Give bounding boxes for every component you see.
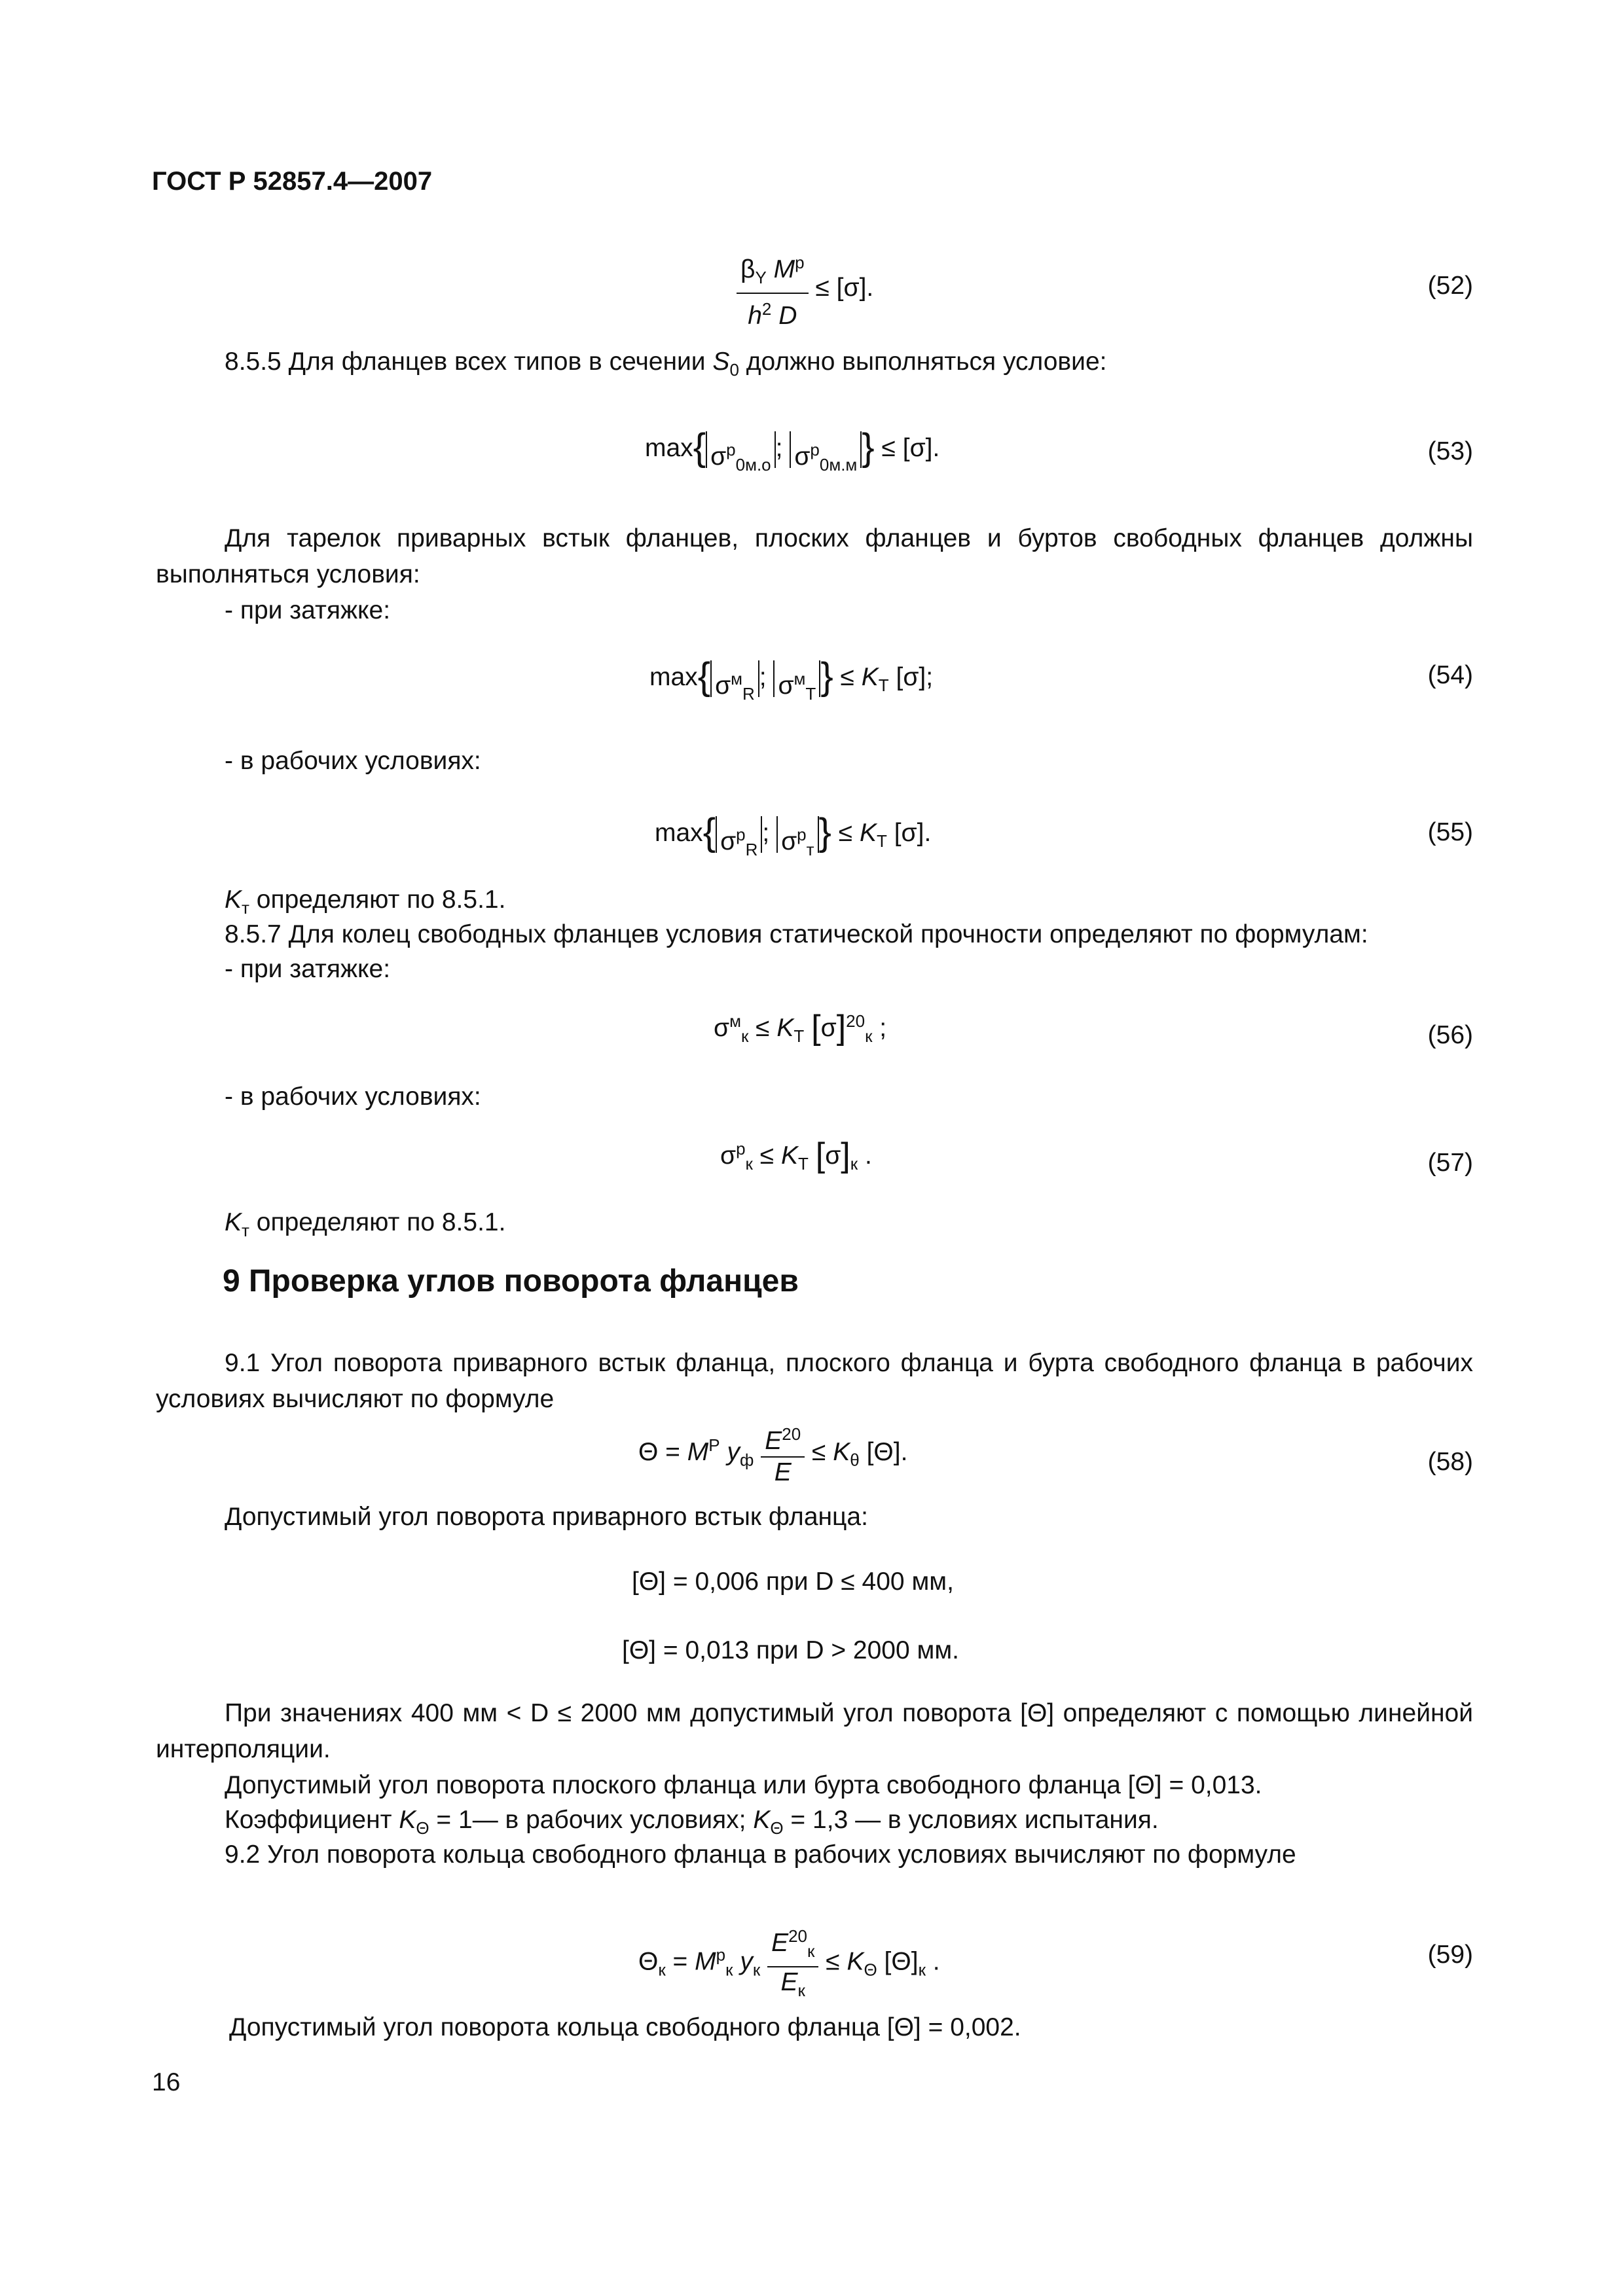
fraction: $\frac{\beta_Y M^p}{h^2 D}$ xyxy=(737,247,809,331)
paragraph: - в рабочих условиях: xyxy=(225,747,481,775)
formula-56: $\sigma^м_к \le K_T$ $[\sigma]^{20}_к$ ; xyxy=(714,1009,887,1047)
paragraph: Коэффициент $K_\Theta$ = 1— в рабочих условиях; $K_\Theta = 1,3$ — в условиях испытания. xyxy=(225,1806,1159,1838)
formula-58: $\Theta = M^P$ $y_ф$ $\frac{E^{20}}{E}$ ≤ $K_\theta$ [Θ]. xyxy=(638,1424,908,1486)
formula-52 xyxy=(737,247,873,331)
formula-53: max{ $\sigma^p_{0м.о}$; $\sigma^p_{0м.м}$ } ≤ [σ]. xyxy=(645,426,940,475)
paragraph: $K_т$ определяют по 8.5.1. xyxy=(225,1208,506,1240)
equation-number: (55) xyxy=(1427,818,1473,846)
paragraph: - при затяжке: xyxy=(225,955,391,983)
paragraph: - при затяжке: xyxy=(225,596,391,624)
equation-number: (53) xyxy=(1427,437,1473,465)
equation-number: (56) xyxy=(1427,1021,1473,1049)
paragraph: При значениях 400 мм < D ≤ 2000 мм допустимый угол поворота [Θ] определяют с помощью линейной интерполяции. xyxy=(156,1699,1473,1763)
equation-number: (58) xyxy=(1427,1448,1473,1476)
paragraph: $K_т$ определяют по 8.5.1. xyxy=(225,886,506,918)
equation-number: (54) xyxy=(1427,661,1473,689)
formula-59: $\Theta_к = M^p_к$ $y_к$ $\frac{E^{20}_к}{E_к}$ ≤ $K_\Theta$ $[\Theta]_к$ . xyxy=(638,1921,940,2005)
max-label: max xyxy=(645,434,693,462)
paragraph: 9.2 Угол поворота кольца свободного фланца в рабочих условиях вычисляют по формуле xyxy=(225,1840,1296,1869)
page-number: 16 xyxy=(152,2068,181,2096)
formula-rhs: ≤ [σ]. xyxy=(815,274,874,302)
equation-number: (59) xyxy=(1427,1941,1473,1969)
formula-57: $\sigma^p_к \le K_T$ $[\sigma]_к$ . xyxy=(720,1136,872,1174)
paragraph: Для тарелок приварных встык фланцев, плоских фланцев и буртов свободных фланцев должны выполняться условия: xyxy=(156,524,1473,588)
paragraph: - в рабочих условиях: xyxy=(225,1083,481,1111)
formula-theta-limit-2: [Θ] = 0,013 при D > 2000 мм. xyxy=(622,1636,959,1664)
paragraph: 8.5.5 Для фланцев всех типов в сечении $S_0$ должно выполняться условие: xyxy=(225,348,1107,380)
document-header: ГОСТ Р 52857.4—2007 xyxy=(152,167,433,196)
paragraph: Допустимый угол поворота плоского фланца или бурта свободного фланца [Θ] = 0,013. xyxy=(225,1771,1262,1799)
paragraph: Допустимый угол поворота кольца свободного фланца [Θ] = 0,002. xyxy=(229,2013,1021,2041)
paragraph: 9.1 Угол поворота приварного встык фланца, плоского фланца и бурта свободного фланца в рабочих условиях вычисляют по формуле xyxy=(156,1349,1473,1413)
section-title: 9 Проверка углов поворота фланцев xyxy=(223,1264,799,1299)
paragraph: 8.5.7 Для колец свободных фланцев условия статической прочности определяют по формулам: xyxy=(225,920,1368,948)
paragraph: Допустимый угол поворота приварного встык фланца: xyxy=(225,1503,868,1531)
equation-number: (52) xyxy=(1427,272,1473,300)
formula-theta-limit-1: [Θ] = 0,006 при D ≤ 400 мм, xyxy=(632,1568,954,1596)
formula-54: max{ $\sigma^м_R$; $\sigma^м_T$ } ≤ $K_T$ [σ]; xyxy=(649,655,934,704)
formula-55: max{ $\sigma^p_R$; $\sigma^p_т$ } ≤ $K_T$ [σ]. xyxy=(655,811,932,859)
equation-number: (57) xyxy=(1427,1149,1473,1177)
